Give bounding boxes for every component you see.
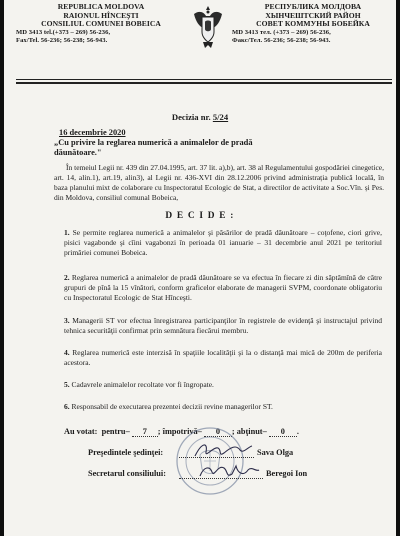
- letterhead-right: [232, 3, 394, 46]
- vote-abstain-label: abţinut: [236, 427, 263, 436]
- secretary-name: Beregoi Ion: [266, 469, 308, 478]
- country-ro: REPUBLICA MOLDOVA: [57, 2, 145, 11]
- letterhead-left: [16, 3, 186, 46]
- fax-ru: Факс/Тел. 56-236; 56-238; 56-943.: [232, 37, 331, 45]
- article-text: Managerii ST vor efectua înregistrarea participanţilor în registrele de evidenţă şi instructajul privind tehnica securităţii confirmat prin semnătura fiecărui membru.: [64, 316, 382, 335]
- article-text: Reglarea numerică a animalelor de pradă dăunătoare se va efectua în fiecare zi din săptămînă de către grupuri de pînă la 15 vînători, conform graficelor elaborate de managerii SVPM, coordonate obligatoriu cu Inspectoratul Ecologic de Stat Hînceşti.: [64, 273, 382, 302]
- country-ru: РЕСПУБЛИКА МОЛДОВА: [264, 2, 362, 11]
- president-signature-icon: [192, 438, 254, 462]
- council-ru: СОВЕТ КОММУНЫ БОБЕЙКА: [256, 19, 370, 29]
- decision-number: 5/24: [212, 112, 229, 122]
- article-number: 5.: [64, 380, 70, 389]
- council-ro: CONSILIUL COMUNEI BOBEICA: [41, 19, 161, 29]
- article-number: 3.: [64, 316, 70, 325]
- secretary-signature-icon: [196, 460, 262, 484]
- article-number: 4.: [64, 348, 70, 357]
- vote-for-value: 7: [132, 427, 158, 437]
- article-6: [64, 402, 382, 412]
- decision-label: Decizia nr.: [171, 112, 211, 122]
- header-divider-thin: [16, 79, 392, 80]
- vote-against-value: 0: [204, 427, 232, 437]
- president-label: Preşedintele şedinţei:: [88, 448, 164, 457]
- article-number: 1.: [64, 228, 70, 237]
- article-3: [64, 316, 382, 336]
- article-text: Se permite reglarea numerică a animalelor şi păsărilor de pradă dăunătoare – coţofene, ciori grive, pisici vagabonde şi cîini vagabonzi în perioada 01 ianuarie – 31 decembrie anul 2021 pe teritoriul primăriei comunei Bobeica.: [64, 228, 382, 257]
- secretary-label: Secretarul consiliului:: [88, 469, 166, 478]
- article-text: Reglarea numerică este interzisă în spaţiile localităţii şi la o distanţă mai mică de 200m de periferia acestora.: [64, 348, 383, 367]
- district-ru: ХЫНЧЕШТСКИЙ РАЙОН: [265, 10, 361, 20]
- article-text: Cadavrele animalelor recoltate vor fi îngropate.: [71, 380, 214, 389]
- article-text: Responsabil de executarea prezentei decizii revine managerilor ST.: [71, 402, 273, 411]
- vote-against-label: împotrivă: [162, 427, 198, 436]
- document-page: [4, 0, 396, 536]
- article-5: [64, 380, 382, 390]
- phone-ru: MD 3413 тел. (+373 – 269) 56-236,: [232, 28, 331, 36]
- vote-abstain-value: 0: [269, 427, 297, 437]
- vote-for-label: pentru: [101, 427, 126, 436]
- header-divider-thick: [16, 82, 392, 84]
- article-2: [64, 273, 382, 303]
- decision-subject: „Cu privire la reglarea numerică a animalelor de pradă dăunătoare.": [54, 138, 253, 157]
- article-number: 6.: [64, 402, 70, 411]
- article-1: [64, 228, 382, 258]
- decision-date: 16 decembrie 2020: [59, 128, 126, 137]
- vote-result: Au votat: pentru– 7 ; împotrivă– 0 ; abţinut– 0 .: [64, 427, 299, 436]
- fax-ro: Fax/Tel. 56-236; 56-238; 56-943.: [16, 37, 108, 45]
- preamble: În temeiul Legii nr. 439 din 27.04.1995, art. 37 lit. a),b), art. 38 al Regulamentului gospodăriei cinegetice, art. 14, alin.1), art.19, alin3), al Legii nr. 436-XVI din 28.12.2006 privind administrația publică locală, în baza planului mixt de colaborare cu Inspectoratul Ecologic de Stat, a directilor de activitate a Soc.Vîn. și Pes. din Moldova, consiliul comunal Bobeica,: [54, 163, 384, 202]
- decision-title: [4, 112, 396, 122]
- district-ro: RAIONUL HÎNCEŞTI: [63, 10, 139, 20]
- vote-label: Au votat:: [64, 427, 98, 436]
- article-number: 2.: [64, 273, 70, 282]
- article-4: [64, 348, 382, 368]
- president-name: Sava Olga: [257, 448, 294, 457]
- decide-heading: D E C I D E :: [165, 211, 235, 221]
- phone-ro: MD 3413 tel.(+373 – 269) 56-236,: [16, 28, 111, 36]
- coat-of-arms-icon: [191, 2, 225, 50]
